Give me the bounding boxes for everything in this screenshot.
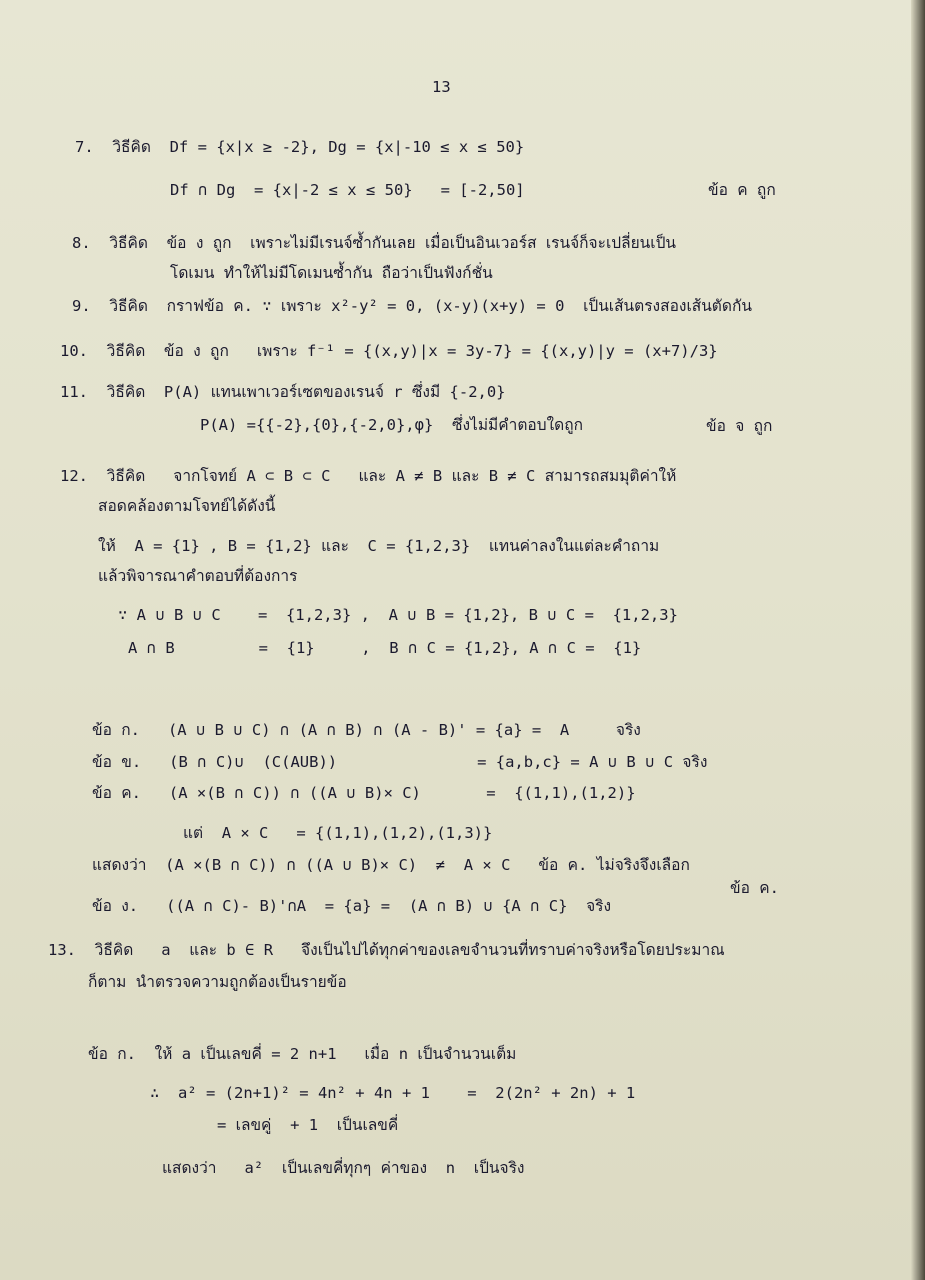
page-edge-shadow bbox=[911, 0, 925, 1280]
text-line-l12a: 12. วิธีคิด จากโจทย์ A ⊂ B ⊂ C และ A ≠ B และ B ≠ C สามารถสมมุติค่าให้ bbox=[60, 467, 677, 485]
text-line-l8a: 8. วิธีคิด ข้อ ง ถูก เพราะไม่มีเรนจ์ซ้ำกันเลย เมื่อเป็นอินเวอร์ส เรนจ์ก็จะเปลี่ยนเป็น bbox=[72, 234, 677, 252]
text-line-l13a: 13. วิธีคิด a และ b ∈ R จึงเป็นไปได้ทุกค่าของเลขจำนวนที่ทราบค่าจริงหรือโดยประมาณ bbox=[48, 941, 725, 959]
text-line-l8b: โดเมน ทำให้ไม่มีโดเมนซ้ำกัน ถือว่าเป็นฟังก์ชั่น bbox=[170, 264, 493, 282]
text-line-l11a: 11. วิธีคิด P(A) แทนเพาเวอร์เซตของเรนจ์ r ซึ่งมี {-2,0} bbox=[60, 383, 506, 401]
text-line-l12b: สอดคล้องตามโจทย์ได้ดังนี้ bbox=[98, 497, 276, 515]
text-line-l9: 9. วิธีคิด กราฟข้อ ค. ∵ เพราะ x²-y² = 0, (x-y)(x+y) = 0 เป็นเส้นตรงสองเส้นตัดกัน bbox=[72, 297, 752, 315]
text-line-l12m: ข้อ ง. ((A ∩ C)- B)'∩A = {a} = (A ∩ B) ∪ {A ∩ C} จริง bbox=[92, 897, 612, 915]
text-line-l12j: แต่ A × C = {(1,1),(1,2),(1,3)} bbox=[183, 824, 493, 842]
text-line-l12e: ∵ A ∪ B ∪ C = {1,2,3} , A ∪ B = {1,2}, B ∪ C = {1,2,3} bbox=[118, 606, 678, 624]
text-line-l13f: แสดงว่า a² เป็นเลขคี่ทุกๆ ค่าของ n เป็นจริง bbox=[162, 1159, 525, 1177]
text-line-l13d: ∴ a² = (2n+1)² = 4n² + 4n + 1 = 2(2n² + 2n) + 1 bbox=[150, 1084, 636, 1102]
text-line-l13c: ข้อ ก. ให้ a เป็นเลขคี่ = 2 n+1 เมื่อ n เป็นจำนวนเต็ม bbox=[88, 1045, 517, 1063]
text-line-l12k: แสดงว่า (A ×(B ∩ C)) ∩ ((A ∪ B)× C) ≠ A × C ข้อ ค. ไม่จริงจึงเลือก bbox=[92, 856, 690, 874]
text-line-l11c: ข้อ จ ถูก bbox=[706, 417, 773, 435]
text-line-l13b: ก็ตาม นำตรวจความถูกต้องเป็นรายข้อ bbox=[88, 973, 347, 991]
text-line-l12c: ให้ A = {1} , B = {1,2} และ C = {1,2,3} แทนค่าลงในแต่ละคำถาม bbox=[98, 537, 660, 555]
text-line-l7c: ข้อ ค ถูก bbox=[708, 181, 776, 199]
text-line-l12h: ข้อ ข. (B ∩ C)∪ (C(AUB)) = {a,b,c} = A ∪ B ∪ C จริง bbox=[92, 753, 708, 771]
text-line-l12d: แล้วพิจารณาคำตอบที่ต้องการ bbox=[98, 567, 298, 585]
text-line-l7b: Df ∩ Dg = {x|-2 ≤ x ≤ 50} = [-2,50] bbox=[170, 181, 525, 199]
text-line-l12l: ข้อ ค. bbox=[730, 879, 779, 897]
text-line-l13e: = เลขคู่ + 1 เป็นเลขคี่ bbox=[217, 1116, 399, 1134]
text-line-l12g: ข้อ ก. (A ∪ B ∪ C) ∩ (A ∩ B) ∩ (A - B)' = {a} = A จริง bbox=[92, 721, 641, 739]
page-number: 13 bbox=[432, 78, 451, 96]
text-line-l12i: ข้อ ค. (A ×(B ∩ C)) ∩ ((A ∪ B)× C) = {(1,1),(1,2)} bbox=[92, 784, 636, 802]
text-line-l10: 10. วิธีคิด ข้อ ง ถูก เพราะ f⁻¹ = {(x,y)|x = 3y-7} = {(x,y)|y = (x+7)/3} bbox=[60, 342, 718, 360]
text-line-l7a: 7. วิธีคิด Df = {x|x ≥ -2}, Dg = {x|-10 ≤ x ≤ 50} bbox=[75, 138, 525, 156]
text-line-l11b: P(A) ={{-2},{0},{-2,0},φ} ซึ่งไม่มีคำตอบใดถูก bbox=[200, 416, 583, 434]
text-line-l12f: A ∩ B = {1} , B ∩ C = {1,2}, A ∩ C = {1} bbox=[128, 639, 642, 657]
